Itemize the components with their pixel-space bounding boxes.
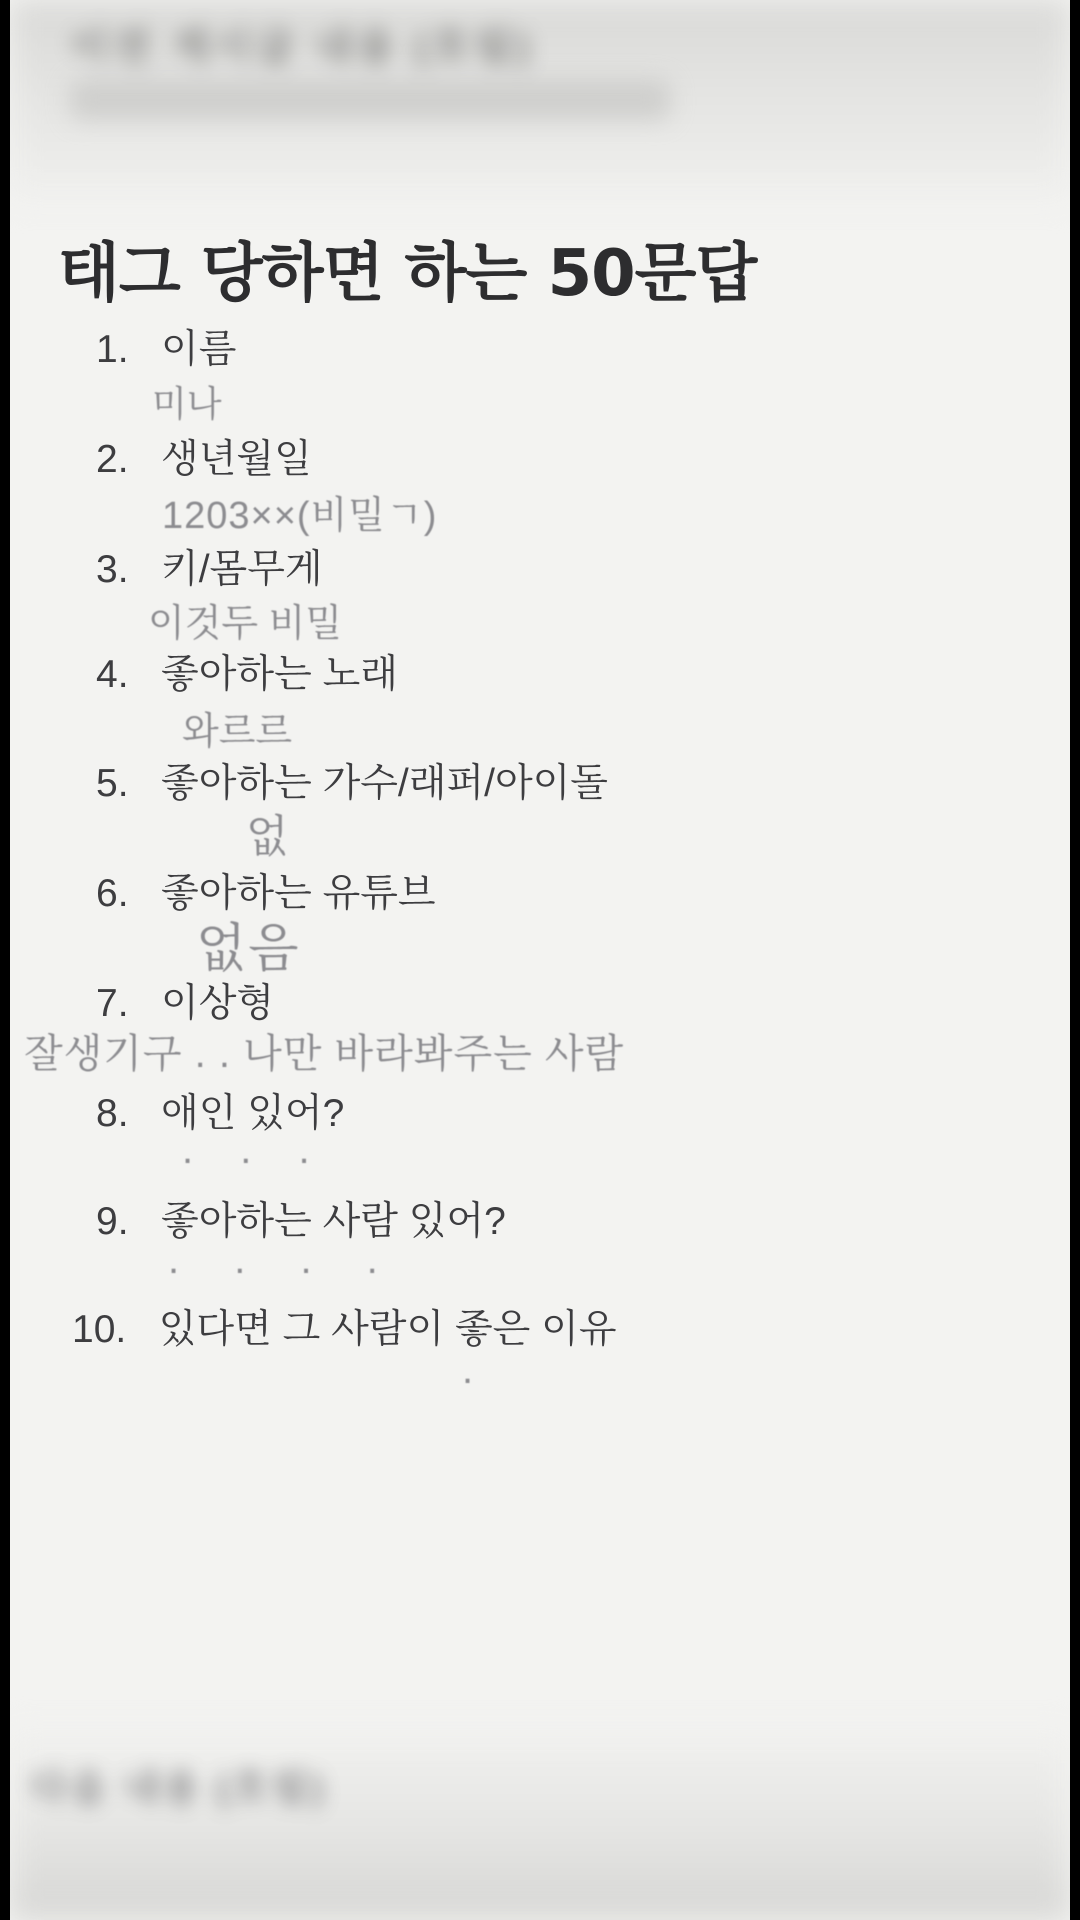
item-number-3: 3.	[96, 548, 129, 591]
blurred-top-text: 이전 게시글 내용 (흐림)	[70, 26, 534, 70]
item-number-5: 5.	[96, 762, 129, 805]
item-number-10: 10.	[72, 1308, 127, 1351]
item-number-9: 9.	[96, 1200, 129, 1243]
item-number-1: 1.	[96, 328, 129, 371]
blurred-bottom-text: 다음 내용 (흐림)	[30, 1768, 327, 1810]
item-number-2: 2.	[96, 438, 129, 481]
list-item-answer-8: . . .	[182, 1128, 328, 1172]
item-question-text-7: 이상형	[161, 982, 275, 1025]
item-question-text-9: 좋아하는 사람 있어?	[161, 1200, 506, 1243]
item-number-4: 4.	[96, 653, 129, 696]
item-number-6: 6.	[96, 872, 129, 915]
list-item-question-3	[96, 538, 323, 594]
item-question-text-4: 좋아하는 노래	[161, 653, 398, 696]
right-black-bar	[1070, 0, 1080, 1920]
list-item-question-7	[96, 972, 274, 1028]
list-item-question-5	[96, 752, 608, 808]
list-item-answer-3: 이것두 비밀	[148, 603, 343, 645]
list-item-answer-7: 잘생기구 . . 나만 바라봐주는 사람	[24, 1032, 625, 1076]
item-question-text-8: 애인 있어?	[161, 1092, 345, 1135]
left-black-bar	[0, 0, 10, 1920]
list-item-question-2	[96, 428, 312, 484]
blurred-top-text-second-line	[70, 80, 670, 120]
list-item-question-1	[96, 318, 236, 374]
list-item-answer-9: . . . .	[168, 1238, 400, 1282]
page-title: 태그 당하면 하는 50문답	[58, 237, 757, 311]
item-question-text-6: 좋아하는 유튜브	[161, 872, 436, 915]
item-question-text-5: 좋아하는 가수/래퍼/아이돌	[161, 762, 608, 805]
list-item-question-4	[96, 643, 398, 699]
list-item-answer-4: 와르르	[182, 711, 293, 753]
list-item-answer-1: 미나	[152, 383, 222, 424]
list-item-answer-2: 1203××(비밀ㄱ)	[162, 495, 438, 537]
item-question-text-10: 있다면 그 사람이 좋은 이유	[158, 1308, 617, 1351]
item-number-8: 8.	[96, 1092, 129, 1135]
list-item-answer-6: 없음	[196, 920, 301, 978]
list-item-answer-5: 없	[246, 812, 289, 861]
item-question-text-2: 생년월일	[161, 438, 312, 481]
item-question-text-1: 이름	[161, 328, 237, 371]
list-item-answer-10: .	[462, 1348, 474, 1392]
item-question-text-3: 키/몸무게	[161, 548, 323, 591]
item-number-7: 7.	[96, 982, 129, 1025]
list-item-question-10	[72, 1298, 617, 1354]
document-page	[10, 0, 1070, 1920]
